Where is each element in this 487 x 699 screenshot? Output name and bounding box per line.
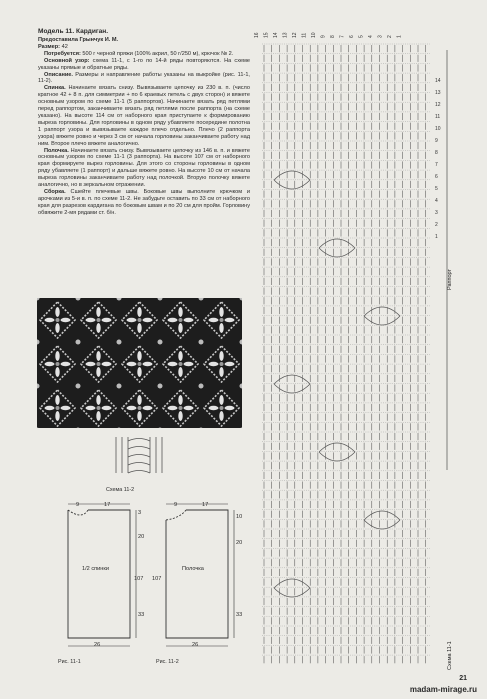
instructions-text [38, 28, 250, 217]
assembly-label: Сборка. [44, 188, 66, 195]
crochet-chart-11-1 [252, 30, 452, 670]
arch-mark [319, 443, 355, 452]
need-value: 500 г черной пряжи (100% акрил, 50 г/250 м), крючок № 2. [82, 50, 234, 57]
fig2-dim-right-a: 10 [236, 514, 243, 520]
fig1-dim-right-d: 33 [138, 612, 145, 618]
fig2-caption: Рис. 11-2 [156, 659, 179, 665]
arch-mark [364, 307, 400, 316]
chart-top-number: 7 [339, 35, 346, 38]
chart-right-number: 10 [435, 126, 441, 132]
back-label: Спинка. [44, 85, 66, 92]
chart-right-number: 11 [435, 114, 441, 120]
chart-top-number: 4 [368, 35, 374, 38]
author: Предоставила Грынчук И. М. [38, 37, 119, 43]
chart-right-number: 3 [435, 210, 438, 216]
chart-top-number: 10 [311, 32, 317, 38]
chart-top-number: 16 [254, 32, 260, 38]
front-pattern-schematic [150, 500, 243, 660]
fig2-dim-bottom: 26 [192, 642, 199, 648]
fig1-dim-top-a: 9 [76, 502, 80, 508]
fig1-label: 1/2 спинки [82, 566, 109, 572]
chart-right-number: 2 [435, 222, 438, 228]
front-outline [150, 500, 243, 650]
chart-top-number: 9 [320, 35, 327, 38]
arch-mark [364, 511, 400, 520]
chart-right-number: 12 [435, 102, 441, 108]
chart-top-number: 5 [358, 35, 365, 38]
chart-top-number: 2 [387, 35, 393, 38]
chart-right-number: 9 [435, 138, 438, 144]
chart-top-number: 6 [349, 35, 355, 38]
fig1-dim-top-b: 17 [104, 502, 111, 508]
model-title: Модель 11. Кардиган. [38, 28, 109, 35]
desc-label: Описание. [44, 71, 73, 78]
back-outline [52, 500, 145, 650]
chart-right-number: 13 [435, 90, 441, 96]
fig2-dim-top-b: 17 [202, 502, 209, 508]
chart-right-number: 14 [435, 78, 441, 84]
back-pattern-schematic [52, 500, 145, 660]
chart-right-number: 1 [435, 234, 438, 240]
chart-top-number: 3 [377, 35, 384, 38]
edge-arch-diagram [96, 433, 186, 477]
chart-right-number: 4 [435, 198, 438, 204]
arch-mark [364, 316, 400, 325]
arch-mark [319, 452, 355, 461]
fig2-dim-left-a: 107 [152, 576, 162, 582]
mini-chart-caption: Схема 11-2 [106, 487, 135, 493]
knit-pattern-photo [37, 298, 242, 428]
lace-motif-image [37, 298, 242, 428]
chart-top-number: 14 [273, 32, 279, 38]
need-label: Потребуется: [44, 50, 81, 57]
pattern-value: схема 11-1, с 1-го по 14-й ряды повторяются. На схеме указаны прямые и обратные ряды. [38, 57, 250, 71]
chart-right-number: 7 [435, 162, 438, 168]
back-value: Начинаете вязать снизу. Вывязываете цепочку из 230 в. п. (число кратное 42 + 8 п. для симметрии + по 6 краевых петель с двух сторон) и вяжете основным узором по схеме 11-1 (5 раппортов). Начинаете вязать ряд петлями перед раппортом, заканчиваете вязать ряд петлями после раппорта (на схеме указано). На высоте 114 см от наборного края приступаете к формированию выреза горловины. Для горловины в одном ряду убавляете посередине полотна 1 раппорт узора и вывязываете каждое плечо отдельно. Плечо (2 раппорта узора) вяжете ровно и через 3 см от начала горловины заканчиваете работу над ним. Второе плечо вяжете аналогично. [38, 85, 250, 147]
chart-top-number: 12 [292, 32, 298, 38]
chart-caption: Схема 11-1 [447, 641, 453, 670]
chart-top-number: 1 [396, 35, 403, 38]
chart-grid [252, 30, 452, 670]
size-value: 42 [61, 43, 68, 50]
size-label: Размер: [38, 43, 61, 50]
chart-right-number: 5 [435, 186, 438, 192]
fig1-dim-right-c: 107 [134, 576, 144, 582]
rapport-label: Раппорт [447, 268, 453, 290]
chart-right-number: 8 [435, 150, 438, 156]
pattern-label: Основной узор: [44, 57, 90, 64]
front-value: Начинаете вязать снизу. Вывязываете цепочку из 146 в. п. и вяжете основным узором по схеме 11-1 (3 раппорта). На высоте 107 см от наборного края формируете вырез горловины. Для этого со стороны горловины в одном ряду убавляете (1 раппорт) и дальше вяжете ровно. На высоте 10 см от начала выреза горловины заканчиваете работу над полочкой. Вторую полочку вяжете аналогично, но в зеркальном отражении. [38, 147, 250, 189]
arch-mark [319, 239, 355, 248]
fig1-dim-right-b: 20 [138, 534, 145, 540]
fig2-label: Полочка [182, 566, 204, 572]
chart-top-number: 8 [330, 35, 336, 38]
chart-top-number: 11 [301, 32, 308, 38]
fig2-dim-right-b: 20 [236, 540, 243, 546]
fig1-dim-right-a: 3 [138, 510, 142, 516]
chart-top-number: 15 [263, 32, 270, 38]
page-number: 21 [459, 675, 467, 682]
chart-top-number: 13 [282, 32, 289, 38]
fig1-caption: Рис. 11-1 [58, 659, 81, 665]
arch-mark [364, 520, 400, 529]
fig2-dim-right-c: 33 [236, 612, 243, 618]
fig1-dim-bottom: 26 [94, 642, 101, 648]
assembly-value: Сшейте плечевые швы. Боковые швы выполните крючком и арочками из 5-и в. п. по схеме 11-2. Не забудьте оставить по 33 см от наборного края для разрезов кардигана по боковым швам и по 20 см для пройм. Горловину обвяжите 2-мя рядами ст. б/н. [38, 188, 250, 216]
front-label: Полочка. [44, 147, 69, 154]
fig2-dim-top-a: 9 [174, 502, 178, 508]
site-url: madam-mirage.ru [409, 685, 477, 694]
mini-chart-11-2 [96, 433, 186, 483]
arch-mark [319, 248, 355, 257]
chart-right-number: 6 [435, 174, 438, 180]
desc-value: Размеры и направление работы указаны на выкройке (рис. 11-1, 11-2). [38, 71, 250, 85]
